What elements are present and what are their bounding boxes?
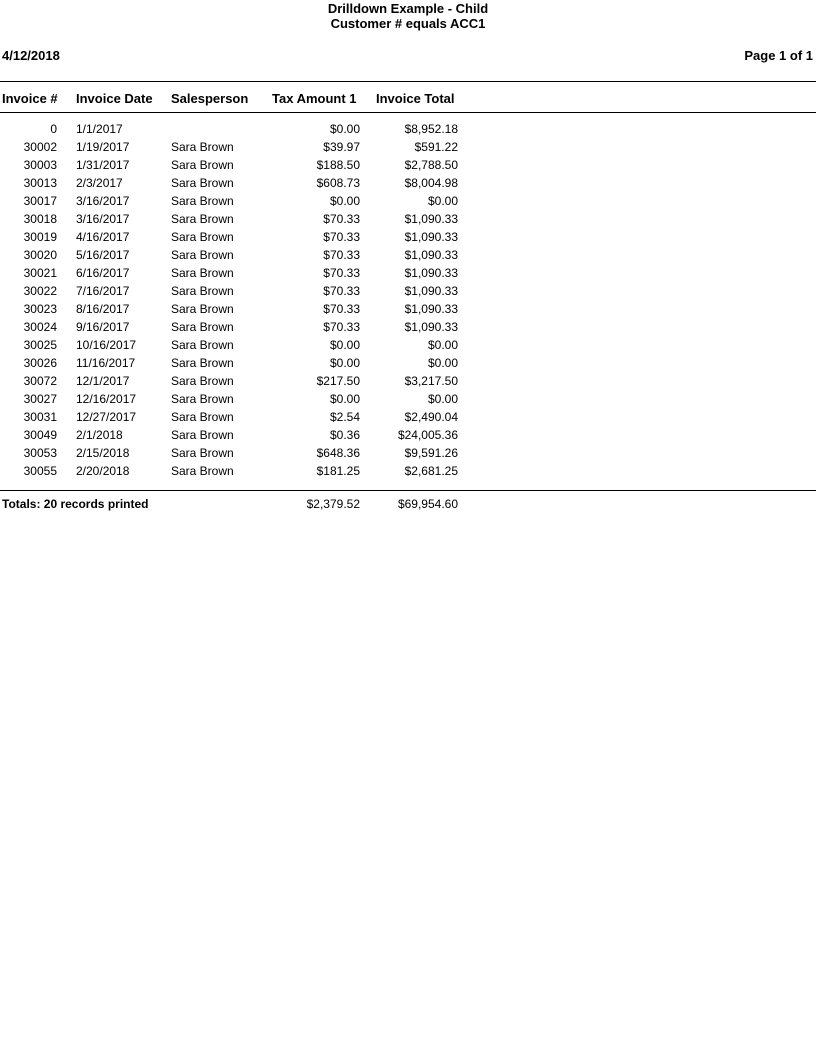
table-row — [0, 409, 816, 427]
table-row — [0, 139, 816, 157]
invoice-number: 30027 — [23, 392, 57, 406]
salesperson: Sara Brown — [171, 464, 234, 478]
table-row — [0, 247, 816, 265]
invoice-total: $2,788.50 — [404, 158, 458, 172]
salesperson: Sara Brown — [171, 356, 234, 370]
table-row — [0, 175, 816, 193]
invoice-date: 2/3/2017 — [76, 176, 123, 190]
table-row — [0, 301, 816, 319]
column-header-invoice-total: Invoice Total — [376, 91, 455, 106]
column-header-invoice-date: Invoice Date — [76, 91, 153, 106]
invoice-date: 7/16/2017 — [76, 284, 130, 298]
invoice-date: 6/16/2017 — [76, 266, 130, 280]
invoice-number: 30024 — [23, 320, 57, 334]
invoice-date: 9/16/2017 — [76, 320, 130, 334]
header-bottom-rule — [0, 112, 816, 113]
invoice-number: 30019 — [23, 230, 57, 244]
salesperson: Sara Brown — [171, 302, 234, 316]
invoice-total: $9,591.26 — [404, 446, 458, 460]
tax-amount: $0.36 — [329, 428, 360, 442]
tax-amount: $0.00 — [329, 356, 360, 370]
invoice-total: $8,004.98 — [404, 176, 458, 190]
column-header-tax-amount: Tax Amount 1 — [272, 91, 357, 106]
invoice-number: 30003 — [23, 158, 57, 172]
invoice-total: $1,090.33 — [404, 266, 458, 280]
column-header-invoice: Invoice # — [2, 91, 58, 106]
tax-amount: $608.73 — [316, 176, 360, 190]
table-row — [0, 373, 816, 391]
table-row — [0, 193, 816, 211]
invoice-total: $1,090.33 — [404, 212, 458, 226]
salesperson: Sara Brown — [171, 140, 234, 154]
invoice-total: $0.00 — [427, 392, 458, 406]
invoice-date: 2/15/2018 — [76, 446, 130, 460]
invoice-total: $1,090.33 — [404, 302, 458, 316]
tax-amount: $0.00 — [329, 122, 360, 136]
salesperson: Sara Brown — [171, 410, 234, 424]
salesperson: Sara Brown — [171, 338, 234, 352]
invoice-total: $1,090.33 — [404, 230, 458, 244]
salesperson: Sara Brown — [171, 392, 234, 406]
table-row — [0, 427, 816, 445]
invoice-total: $591.22 — [414, 140, 458, 154]
invoice-date: 2/20/2018 — [76, 464, 130, 478]
totals-rule — [0, 490, 816, 491]
invoice-total: $24,005.36 — [397, 428, 458, 442]
tax-amount: $188.50 — [316, 158, 360, 172]
invoice-number: 30017 — [23, 194, 57, 208]
invoice-date: 8/16/2017 — [76, 302, 130, 316]
salesperson: Sara Brown — [171, 428, 234, 442]
report-subtitle: Customer # equals ACC1 — [330, 16, 486, 31]
tax-amount: $70.33 — [323, 302, 360, 316]
tax-amount: $70.33 — [323, 320, 360, 334]
totals-label: Totals: 20 records printed — [2, 497, 149, 511]
header-top-rule — [0, 81, 816, 82]
invoice-number: 30021 — [23, 266, 57, 280]
invoice-total: $0.00 — [427, 194, 458, 208]
salesperson: Sara Brown — [171, 212, 234, 226]
tax-amount: $181.25 — [316, 464, 360, 478]
invoice-number: 30055 — [23, 464, 57, 478]
tax-amount: $648.36 — [316, 446, 360, 460]
invoice-total: $3,217.50 — [404, 374, 458, 388]
tax-amount: $2.54 — [329, 410, 360, 424]
invoice-total: $2,681.25 — [404, 464, 458, 478]
tax-amount: $70.33 — [323, 212, 360, 226]
tax-amount: $39.97 — [323, 140, 360, 154]
invoice-date: 4/16/2017 — [76, 230, 130, 244]
invoice-number: 30022 — [23, 284, 57, 298]
salesperson: Sara Brown — [171, 446, 234, 460]
invoice-number: 30020 — [23, 248, 57, 262]
tax-amount: $217.50 — [316, 374, 360, 388]
salesperson: Sara Brown — [171, 320, 234, 334]
invoice-total: $0.00 — [427, 356, 458, 370]
table-row — [0, 211, 816, 229]
invoice-date: 3/16/2017 — [76, 212, 130, 226]
salesperson: Sara Brown — [171, 194, 234, 208]
invoice-date: 10/16/2017 — [76, 338, 137, 352]
table-row — [0, 337, 816, 355]
column-header-salesperson: Salesperson — [171, 91, 249, 106]
table-row — [0, 463, 816, 481]
table-row — [0, 283, 816, 301]
invoice-number: 30031 — [23, 410, 57, 424]
invoice-date: 11/16/2017 — [76, 356, 136, 370]
tax-amount: $0.00 — [329, 338, 360, 352]
table-row — [0, 265, 816, 283]
table-row — [0, 445, 816, 463]
invoice-number: 30026 — [23, 356, 57, 370]
invoice-total: $2,490.04 — [404, 410, 458, 424]
table-row — [0, 157, 816, 175]
table-row — [0, 229, 816, 247]
report-title: Drilldown Example - Child — [327, 1, 489, 16]
invoice-date: 1/19/2017 — [76, 140, 130, 154]
invoice-number: 30072 — [23, 374, 57, 388]
tax-amount: $70.33 — [323, 248, 360, 262]
invoice-number: 30023 — [23, 302, 57, 316]
invoice-number: 30013 — [23, 176, 57, 190]
table-row — [0, 391, 816, 409]
invoice-total: $0.00 — [427, 338, 458, 352]
table-row — [0, 319, 816, 337]
salesperson: Sara Brown — [171, 158, 234, 172]
salesperson: Sara Brown — [171, 176, 234, 190]
tax-amount: $70.33 — [323, 266, 360, 280]
invoice-date: 5/16/2017 — [76, 248, 130, 262]
invoice-number: 30049 — [23, 428, 57, 442]
salesperson: Sara Brown — [171, 266, 234, 280]
invoice-number: 30053 — [23, 446, 57, 460]
page-number: Page 1 of 1 — [744, 48, 813, 63]
invoice-number: 30018 — [23, 212, 57, 226]
totals-invoice-total: $69,954.60 — [397, 497, 458, 511]
invoice-date: 1/1/2017 — [76, 122, 123, 136]
salesperson: Sara Brown — [171, 230, 234, 244]
invoice-number: 0 — [50, 122, 57, 136]
invoice-date: 3/16/2017 — [76, 194, 130, 208]
invoice-date: 12/27/2017 — [76, 410, 137, 424]
invoice-date: 12/1/2017 — [76, 374, 130, 388]
salesperson: Sara Brown — [171, 374, 234, 388]
invoice-date: 1/31/2017 — [76, 158, 130, 172]
tax-amount: $0.00 — [329, 194, 360, 208]
salesperson: Sara Brown — [171, 284, 234, 298]
table-row — [0, 121, 816, 139]
invoice-date: 12/16/2017 — [76, 392, 137, 406]
run-date: 4/12/2018 — [2, 48, 60, 63]
tax-amount: $70.33 — [323, 230, 360, 244]
tax-amount: $0.00 — [329, 392, 360, 406]
invoice-total: $1,090.33 — [404, 248, 458, 262]
tax-amount: $70.33 — [323, 284, 360, 298]
invoice-number: 30002 — [23, 140, 57, 154]
invoice-number: 30025 — [23, 338, 57, 352]
invoice-date: 2/1/2018 — [76, 428, 123, 442]
totals-tax-amount: $2,379.52 — [306, 497, 360, 511]
invoice-total: $1,090.33 — [404, 284, 458, 298]
salesperson: Sara Brown — [171, 248, 234, 262]
table-row — [0, 355, 816, 373]
invoice-total: $8,952.18 — [404, 122, 458, 136]
invoice-table-body — [0, 121, 816, 481]
invoice-total: $1,090.33 — [404, 320, 458, 334]
